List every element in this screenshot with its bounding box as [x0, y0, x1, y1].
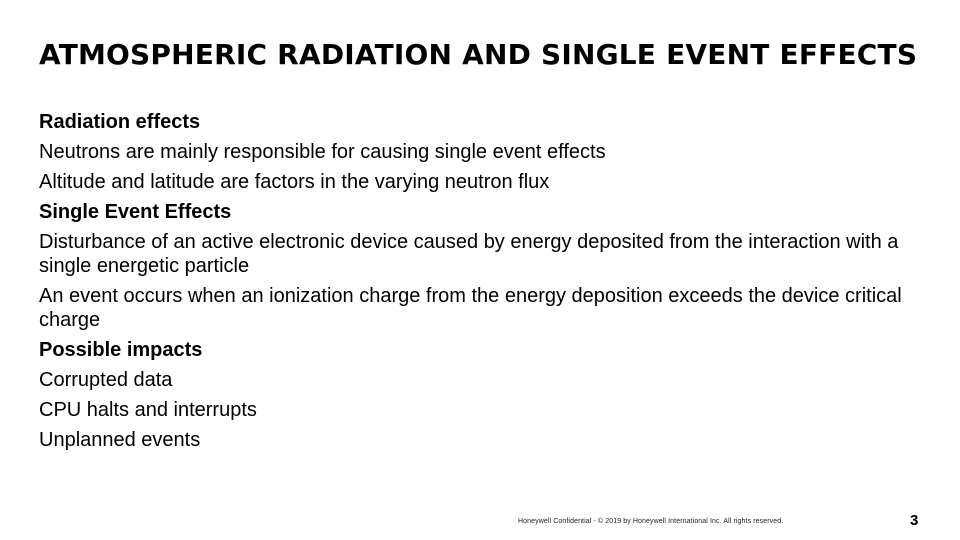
- list-item: Disturbance of an active electronic device caused by energy deposited from the interaction with a single energetic particle: [39, 231, 899, 277]
- section-heading-possible-impacts: Possible impacts: [39, 339, 203, 361]
- page-number: 3: [910, 512, 919, 529]
- slide-title: ATMOSPHERIC RADIATION AND SINGLE EVENT EFFECTS: [39, 38, 918, 71]
- list-item: Corrupted data: [39, 369, 173, 391]
- slide-body-list: [39, 110, 924, 458]
- section-heading-radiation-effects: Radiation effects: [39, 111, 201, 133]
- list-item: Altitude and latitude are factors in the varying neutron flux: [39, 171, 550, 193]
- list-item: CPU halts and interrupts: [39, 399, 257, 421]
- list-item: Neutrons are mainly responsible for causing single event effects: [39, 141, 606, 163]
- list-item: An event occurs when an ionization charge from the energy deposition exceeds the device critical charge: [39, 285, 902, 331]
- confidentiality-footer: Honeywell Confidential - © 2019 by Honeywell International Inc. All rights reserved.: [518, 518, 784, 525]
- section-heading-single-event-effects: Single Event Effects: [39, 201, 232, 223]
- list-item: Unplanned events: [39, 429, 201, 451]
